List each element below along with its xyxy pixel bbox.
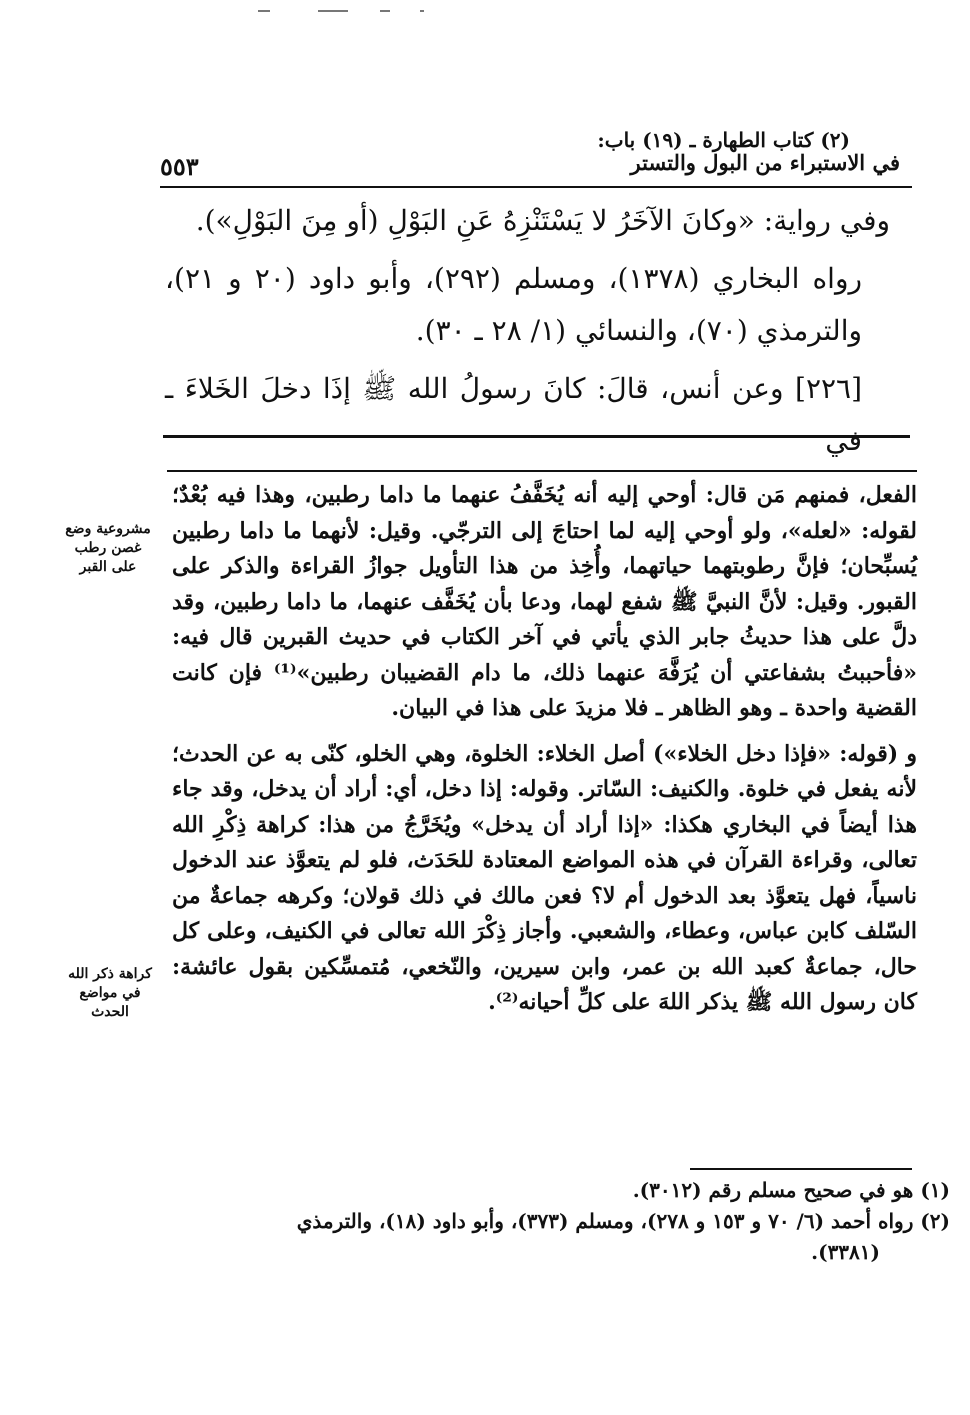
header-divider (160, 186, 912, 188)
main-text-divider (163, 435, 910, 438)
margin-note-line: في مواضع (79, 985, 141, 1001)
margin-note-line: غصن رطب (74, 540, 142, 556)
page-number: ٥٥٣ (160, 152, 199, 181)
riwaya-line: وفي رواية: «وكانَ الآخَرُ لا يَسْتَنْزِهُ عَنِ البَوْلِ (أو مِنَ البَوْلِ»). (195, 204, 890, 237)
commentary-paragraph: الفعل، فمنهم مَن قال: أوحي إليه أنه يُخَفَّفُ عنهما ما داما رطبين، وهذا فيه بُعْدٌ؛ لقوله: «لعله»، ولو أوحي إليه لما احتاجَ إلى الترجّي. وقيل: لأنهما ما داما رطبين يُسبِّحان؛ فإنَّ رطوبتهما حياتهما، وأُخِذ من هذا التأويل جوازُ القراءة والذكر على القبور. وقيل: لأنَّ النبيَّ ﷺ شفع لهما، ودعا بأن يُخَفَّف عنهما، ما داما رطبين، وقد دلَّ على هذا حديثُ جابر الذي يأتي في آخر الكتاب في حديث القبرين قال فيه: «فأحببتُ بشفاعتي أن يُرَفَّهَ عنهما ذلك، ما دام القضيبان رطبين»⁽¹⁾ فإن كانت القضية واحدة ـ وهو الظاهر ـ فلا مزيدَ على هذا في البيان. (172, 482, 918, 721)
margin-note-line: على القبر (79, 559, 137, 575)
footnote-1: (١) هو في صحيح مسلم رقم (٣٠١٢). (632, 1178, 950, 1202)
footnote-divider (690, 1168, 912, 1170)
page-header (160, 128, 920, 188)
hadith-text (165, 195, 900, 473)
hadith-number: [٢٢٦] (795, 372, 863, 405)
hadith-opening: وعن أنس، قالَ: كانَ رسولُ الله ﷺ إذَا دخلَ الخَلاءَ ـ في (165, 372, 862, 457)
footnotes (190, 1175, 950, 1268)
margin-note-line: مشروعية وضع (65, 521, 151, 537)
chapter-title: (٢) كتاب الطهارة ـ (١٩) باب: (597, 128, 850, 152)
scan-speckle (318, 10, 348, 12)
footnote-2: (٢) رواه أحمد (٦/ ٧٠ و ١٥٣ و ٢٧٨)، ومسلم (٣٧٣)، وأبو داود (١٨)، والترمذي (296, 1209, 950, 1233)
commentary (172, 478, 917, 1031)
footnote-2-continued: (٣٣٨١). (811, 1240, 880, 1264)
hadith-line (165, 363, 900, 467)
margin-note-line: الحدث (91, 1004, 129, 1020)
scan-speckle (420, 10, 424, 12)
scan-speckle (380, 10, 390, 12)
margin-note-line: كراهة ذكر الله (68, 966, 152, 982)
margin-note (50, 965, 170, 1022)
takhrij-line: رواه البخاري (١٣٧٨)، ومسلم (٢٩٢)، وأبو داود (٢٠ و ٢١)، والترمذي (٧٠)، والنسائي (١/ ٢٨ ـ ٣٠). (165, 262, 862, 347)
commentary-paragraph: و (قوله: «فإذا دخل الخلاء») أصل الخلاء: الخلوة، وهي الخلو، كنّى به عن الحدث؛ لأنه يفعل في خلوة. والكنيف: السّاتر. وقوله: إذا دخل، أي: أراد أن يدخل، وقد جاء هذا أيضاً في البخاري هكذا: «إذا أراد أن يدخل» ويُخَرَّجُ من هذا: كراهة ذِكْرِ الله تعالى، وقراءة القرآن في هذه المواضع المعتادة للحَدَث، فلو لم يتعوَّذ عند الدخول ناسياً، فهل يتعوَّذ بعد الدخول أم لا؟ فعن مالك في ذلك قولان؛ وكرهه جماعةٌ من السّلف كابن عباس، وعطاء، والشعبي. وأجاز ذِكْرَ الله تعالى في الكنيف، وعلى كل حال، جماعةٌ كعبد الله بن عمر، وابن سيرين، والنّخعي، مُتمسِّكين بقول عائشة: كان رسول الله ﷺ يذكر اللهَ على كلِّ أحيانه⁽²⁾. (172, 740, 917, 1015)
margin-note (48, 520, 168, 577)
scan-speckle (258, 10, 270, 12)
bab-title: في الاستبراء من البول والتستر (630, 150, 900, 175)
commentary-divider (167, 470, 917, 472)
